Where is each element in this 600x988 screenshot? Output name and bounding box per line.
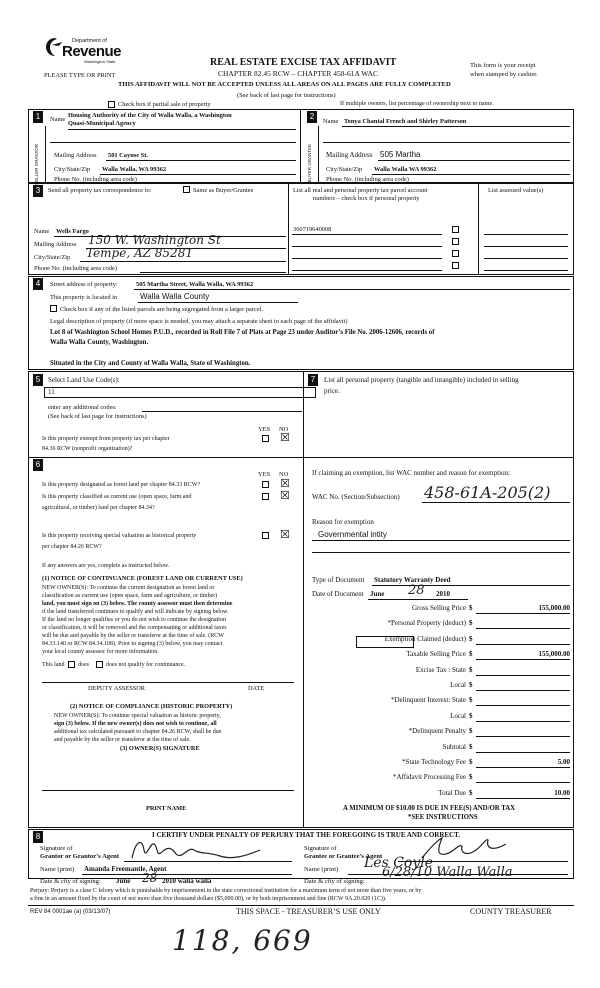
- parcel-number: 360719640008: [293, 226, 332, 233]
- fee-label: Taxable Selling Price: [406, 650, 466, 658]
- document-date-year: 2010: [436, 590, 450, 598]
- fee-underline: [476, 752, 570, 753]
- form-warning: THIS AFFIDAVIT WILL NOT BE ACCEPTED UNLESS ALL AREAS ON ALL PAGES ARE FULLY COMPLETED: [118, 81, 451, 88]
- this-land-label: This land: [42, 662, 65, 668]
- partial-sale-label: Check box if partial sale of property: [118, 101, 211, 108]
- buyer-name-label: Name: [323, 118, 339, 125]
- notice1-line: classification as current use (open space, farm and agriculture, or timber): [42, 593, 218, 599]
- document-date-day: 28: [408, 583, 425, 598]
- fee-currency: $: [469, 696, 473, 704]
- fee-value: 10.00: [554, 789, 570, 797]
- forest-land-question: Is this property designated as forest land per chapter 84.33 RCW?: [42, 482, 201, 488]
- notice-compliance-title: (2) NOTICE OF COMPLIANCE (HISTORIC PROPERTY): [70, 703, 233, 710]
- grantee-date-handwritten: 6/28/10 Walla Walla: [382, 865, 513, 880]
- buyer-phone-label: Phone No. (including area code): [326, 176, 409, 183]
- form-chapter: CHAPTER 82.45 RCW – CHAPTER 458-61A WAC: [218, 69, 378, 78]
- seller-address: 501 Cayuse St.: [108, 152, 148, 159]
- fee-value: 155,000.00: [538, 604, 570, 612]
- street-address: 505 Martha Street, Walla Walla, WA 99362: [136, 281, 254, 288]
- tax-city-label: City/State/Zip: [34, 254, 71, 261]
- notice1-line: NEW OWNER(S): To continue the current designation as forest land or: [42, 585, 215, 591]
- fee-underline: [476, 675, 570, 676]
- seller-side-label: SELLER GRANTOR: [34, 144, 39, 185]
- same-as-buyer-label: Same as Buyer/Grantee: [193, 187, 254, 194]
- fee-currency: $: [469, 604, 473, 612]
- document-date-month: June: [370, 590, 385, 598]
- section-2-number: 2: [307, 111, 317, 123]
- tax-address-handwritten: 150 W. Washington St: [88, 233, 221, 247]
- current-use-question-1: Is this property classified as current use (open space, farm and: [42, 494, 192, 500]
- historic-question-2: per chapter 84.26 RCW?: [42, 544, 102, 550]
- document-type-label: Type of Document: [312, 576, 365, 584]
- fee-label: *Delinquent Interest: State: [390, 696, 466, 704]
- fee-currency: $: [469, 758, 473, 766]
- land-does-not-checkbox[interactable]: [96, 661, 103, 668]
- forest-yes-checkbox[interactable]: [262, 481, 269, 488]
- send-correspondence-label: Send all property tax correspondence to:: [48, 187, 152, 194]
- seller-name-label: Name: [50, 116, 66, 123]
- fee-value: 155,000.00: [538, 650, 570, 658]
- fee-currency: $: [469, 727, 473, 735]
- located-in-county: Walla Walla County: [140, 292, 210, 301]
- seller-city: Walla Walla, WA 99362: [102, 166, 167, 173]
- grantee-name-handwritten: Les Coyle: [364, 855, 434, 871]
- segregated-label: Check box if any of the listed parcels are being segregated from a larger parcel.: [60, 306, 264, 313]
- grantor-date-city-label: Date & city of signing:: [40, 878, 101, 885]
- fee-currency: $: [469, 773, 473, 781]
- minimum-due-note: A MINIMUM OF $10.00 IS DUE IN FEE(S) AND/OR TAX: [343, 805, 516, 812]
- buyer-side-label: BUYER GRANTEE: [307, 144, 312, 183]
- section-1-number: 1: [33, 111, 43, 123]
- buyer-name: Tonya Chantal French and Shirley Patterson: [344, 118, 467, 125]
- form-number: REV 84 0001ae (a) (03/13/07): [30, 909, 111, 915]
- section-7-number: 7: [308, 374, 318, 386]
- stamp-number-handwritten: 118, 669: [172, 924, 313, 957]
- historic-question-1: Is this property receiving special valuation as historical property: [42, 533, 197, 539]
- notice1-line: your local county assessor for more information.: [42, 649, 159, 655]
- logo-revenue: Revenue: [62, 43, 122, 60]
- grantor-date-rest: 2010 walla walla: [162, 877, 212, 885]
- notice2-line: NEW OWNER(S): To continue special valuation as historic property,: [54, 713, 221, 719]
- notice1-line: or classification, it will be removed and the compensating or additional taxes: [42, 625, 227, 631]
- notice1-line: will be due and payable by the seller or transferor at the time of sale. (RCW: [42, 633, 224, 639]
- segregated-checkbox[interactable]: [50, 305, 57, 312]
- additional-codes-label: enter any additional codes:: [48, 404, 117, 411]
- land-does-checkbox[interactable]: [68, 661, 75, 668]
- grantor-date-month: June: [116, 877, 131, 885]
- receipt-note-2: when stamped by cashier.: [470, 71, 538, 78]
- fee-label: *State Technology Fee: [402, 758, 466, 766]
- any-answers-yes: If any answers are yes, complete as instructed below.: [42, 563, 170, 569]
- document-date-label: Date of Document: [312, 590, 364, 598]
- reason-exemption-label: Reason for exemption: [312, 518, 374, 526]
- owner-signature-label: (3) OWNER(S) SIGNATURE: [120, 745, 200, 752]
- seller-phone-label: Phone No. (including area code): [54, 176, 137, 183]
- section-8-number: 8: [33, 831, 43, 843]
- wac-number-handwritten: 458-61A-205(2): [424, 483, 551, 502]
- perjury-note-1: Perjury: Perjury is a class C felony which is punishable by imprisonment in the state correctional institution for a maximum term of not more than five years, or by: [30, 888, 422, 894]
- buyer-city-label: City/State/Zip: [326, 166, 363, 173]
- section-3-number: 3: [33, 185, 43, 197]
- street-address-label: Street address of property:: [50, 281, 118, 288]
- land-use-label: Select Land Use Code(s):: [48, 376, 120, 384]
- assessor-date-label: DATE: [248, 685, 265, 692]
- notice2-line: sign (3) below. If the new owner(s) does not wish to continue, all: [54, 721, 217, 727]
- current-use-no-checkbox[interactable]: ☒: [280, 489, 290, 502]
- fee-currency: $: [469, 681, 473, 689]
- legal-description-label: Legal description of property (if more space is needed, you may attach a separate sheet to each page of the affidavit): [50, 318, 348, 325]
- type-or-print: PLEASE TYPE OR PRINT: [44, 72, 116, 79]
- grantor-signature-label-2: Grantor or Grantor’s Agent: [40, 853, 119, 860]
- form-title: REAL ESTATE EXCISE TAX AFFIDAVIT: [210, 57, 397, 68]
- section-4-number: 4: [33, 278, 43, 290]
- does-label: does: [78, 662, 89, 668]
- fee-currency: $: [469, 619, 473, 627]
- exempt-no-header: NO: [279, 426, 289, 433]
- parcel-2-personal-checkbox[interactable]: [452, 238, 459, 245]
- notice1-line: land, you must sign on (3) below. The county assessor must then determine: [42, 601, 233, 607]
- parcel-1-personal-checkbox[interactable]: [452, 226, 459, 233]
- fee-currency: $: [469, 666, 473, 674]
- land-use-code-value: 11: [48, 388, 55, 396]
- fee-underline: [476, 782, 570, 783]
- see-back-instructions: (See back of last page for instructions): [237, 92, 336, 99]
- grantee-signature-label-2: Grantee or Grantee’s Agent: [304, 853, 383, 860]
- grantor-signature-label-1: Signature of: [40, 845, 73, 852]
- parcel-header-2: numbers – check box if personal property: [313, 195, 420, 202]
- grantor-date-day: 28: [142, 871, 158, 885]
- fee-underline: [476, 767, 570, 768]
- section-6-number: 6: [33, 459, 43, 471]
- forest-no-checkbox[interactable]: ☒: [280, 477, 290, 490]
- notice-continuance-title: (1) NOTICE OF CONTINUANCE (FOREST LAND OR CURRENT USE): [42, 575, 243, 582]
- fee-label: Gross Selling Price: [411, 604, 466, 612]
- does-not-label: does not qualify for continuance.: [106, 662, 186, 668]
- deputy-assessor-label: DEPUTY ASSESSOR: [88, 685, 145, 692]
- tax-phone-label: Phone No. (including area code): [34, 265, 117, 272]
- legal-description-3: Situated in the City and County of Walla Walla, State of Washington.: [50, 360, 251, 367]
- fee-underline: [476, 628, 570, 629]
- grantee-name-label: Name (print): [304, 866, 339, 873]
- historic-no-checkbox[interactable]: ☒: [280, 528, 290, 541]
- fee-label: Subtotal: [442, 743, 466, 751]
- personal-property-line-1: List all personal property (tangible and intangible) included in selling: [324, 376, 519, 384]
- current-use-question-2: agricultural, or timber) land per chapter 84.34?: [42, 505, 155, 511]
- seller-name-line-1: Housing Authority of the City of Walla Walla, a Washington: [68, 112, 232, 119]
- s6-no-header: NO: [279, 471, 289, 478]
- notice2-line: and payable by the seller or transferor at the time of sale.: [54, 737, 191, 743]
- print-name-label: PRINT NAME: [146, 805, 187, 812]
- fee-label: Local: [450, 681, 466, 689]
- tax-name-label: Name: [34, 228, 50, 235]
- fee-underline: [476, 705, 570, 706]
- buyer-city: Walla Walla WA 99362: [374, 166, 437, 173]
- parcel-header-1: List all real and personal property tax parcel account: [293, 187, 428, 194]
- same-as-buyer-checkbox[interactable]: [183, 186, 190, 193]
- fee-value: 5.00: [557, 758, 570, 766]
- current-use-yes-checkbox[interactable]: [262, 493, 269, 500]
- exemption-label: If claiming an exemption, list WAC number and reason for exemption:: [312, 469, 510, 477]
- see-instructions-note: *SEE INSTRUCTIONS: [408, 814, 478, 821]
- document-type: Statutory Warranty Deed: [374, 576, 451, 584]
- land-use-code-field[interactable]: [44, 387, 316, 398]
- tax-name: Wells Fargo: [56, 228, 89, 235]
- fee-label: Excise Tax : State: [415, 666, 466, 674]
- fee-label: Total Due: [438, 789, 466, 797]
- notice2-line: additional tax calculated pursuant to chapter 84.26 RCW, shall be due: [54, 729, 222, 735]
- notice1-line: If the land no longer qualifies or you do not wish to continue the designation: [42, 617, 226, 623]
- parcel-3-personal-checkbox[interactable]: [452, 250, 459, 257]
- legal-description-1: Lot 8 of Washington School Homes P.U.D., recorded in Roll File 7 of Plats at Page 23 under Auditor’s File No. 2006-12606, records of: [50, 329, 435, 336]
- grantor-name-label: Name (print): [40, 866, 75, 873]
- parcel-4-personal-checkbox[interactable]: [452, 262, 459, 269]
- legal-description-2: Walla Walla County, Washington.: [50, 339, 149, 346]
- buyer-address-label: Mailing Address: [326, 151, 373, 159]
- grantor-signature-icon: [128, 836, 268, 864]
- fee-currency: $: [469, 789, 473, 797]
- fee-underline: [476, 644, 570, 645]
- seller-name-line-2: Quasi-Municipal Agency: [68, 120, 136, 127]
- reason-exemption: Governmental intity: [318, 530, 387, 539]
- s6-yes-header: YES: [258, 471, 271, 478]
- buyer-address: 505 Martha: [380, 150, 421, 159]
- historic-yes-checkbox[interactable]: [262, 532, 269, 539]
- partial-sale-checkbox[interactable]: [108, 101, 115, 108]
- seller-address-label: Mailing Address: [54, 152, 97, 159]
- fee-underline: [476, 690, 570, 691]
- exempt-no-checkbox[interactable]: ☒: [280, 431, 290, 444]
- perjury-note-2: a fine in an amount fixed by the court of not more than five thousand dollars ($5,000.00), or by both imprisonment and fine (RCW 9A.20.020 (1C)).: [30, 896, 387, 902]
- wac-number-label: WAC No. (Section/Subsection): [312, 493, 400, 501]
- fee-label: Local: [450, 712, 466, 720]
- grantor-name: Amanda Freemantle, Agent: [84, 865, 167, 873]
- personal-property-line-2: price.: [324, 387, 340, 395]
- notice1-line: if the land transferred continues to qualify and will indicate by signing below.: [42, 609, 229, 615]
- logo-state: Washington State: [84, 59, 116, 64]
- fee-currency: $: [469, 743, 473, 751]
- local-rate-field[interactable]: [356, 636, 414, 648]
- fee-underline: [476, 659, 570, 660]
- receipt-note-1: This form is your receipt: [470, 62, 536, 69]
- exempt-question-1: Is this property exempt from property tax per chapter: [42, 436, 170, 442]
- notice1-line: 84.33.140 or RCW 84.34.108). Prior to signing (3) below, you may contact: [42, 641, 223, 647]
- exempt-yes-header: YES: [258, 426, 271, 433]
- fee-label: *Affidavit Processing Fee: [393, 773, 466, 781]
- grantee-signature-label-1: Signature of: [304, 845, 337, 852]
- seller-city-label: City/State/Zip: [54, 166, 91, 173]
- fee-label: *Delinquent Penalty: [408, 727, 466, 735]
- assessed-value-header: List assessed value(s): [488, 187, 544, 194]
- tax-city-handwritten: Tempe, AZ 85281: [86, 246, 193, 260]
- exempt-question-2: 84.36 RCW (nonprofit organization)?: [42, 446, 133, 452]
- fee-underline: [476, 613, 570, 614]
- certify-statement: I CERTIFY UNDER PENALTY OF PERJURY THAT THE FOREGOING IS TRUE AND CORRECT.: [152, 831, 461, 839]
- fee-label: Exemption Claimed (deduct): [384, 635, 466, 643]
- exempt-yes-checkbox[interactable]: [262, 435, 269, 442]
- fee-currency: $: [469, 635, 473, 643]
- located-in-label: This property is located in: [50, 294, 118, 301]
- grantee-date-city-label: Date & city of signing:: [304, 878, 365, 885]
- fee-underline: [476, 721, 570, 722]
- fee-label: *Personal Property (deduct): [387, 619, 466, 627]
- county-treasurer: COUNTY TREASURER: [470, 907, 552, 916]
- multiple-owners-note: If multiple owners, list percentage of ownership next to name.: [340, 100, 494, 107]
- fee-currency: $: [469, 712, 473, 720]
- fee-currency: $: [469, 650, 473, 658]
- fee-underline: [476, 736, 570, 737]
- logo-department: Department of: [72, 38, 107, 44]
- tax-address-label: Mailing Address: [34, 241, 77, 248]
- fee-underline: [476, 798, 570, 799]
- treasurer-use-only: THIS SPACE - TREASURER’S USE ONLY: [236, 907, 381, 916]
- land-use-see-back: (See back of last page for instructions): [48, 413, 147, 420]
- section-5-number: 5: [33, 374, 43, 386]
